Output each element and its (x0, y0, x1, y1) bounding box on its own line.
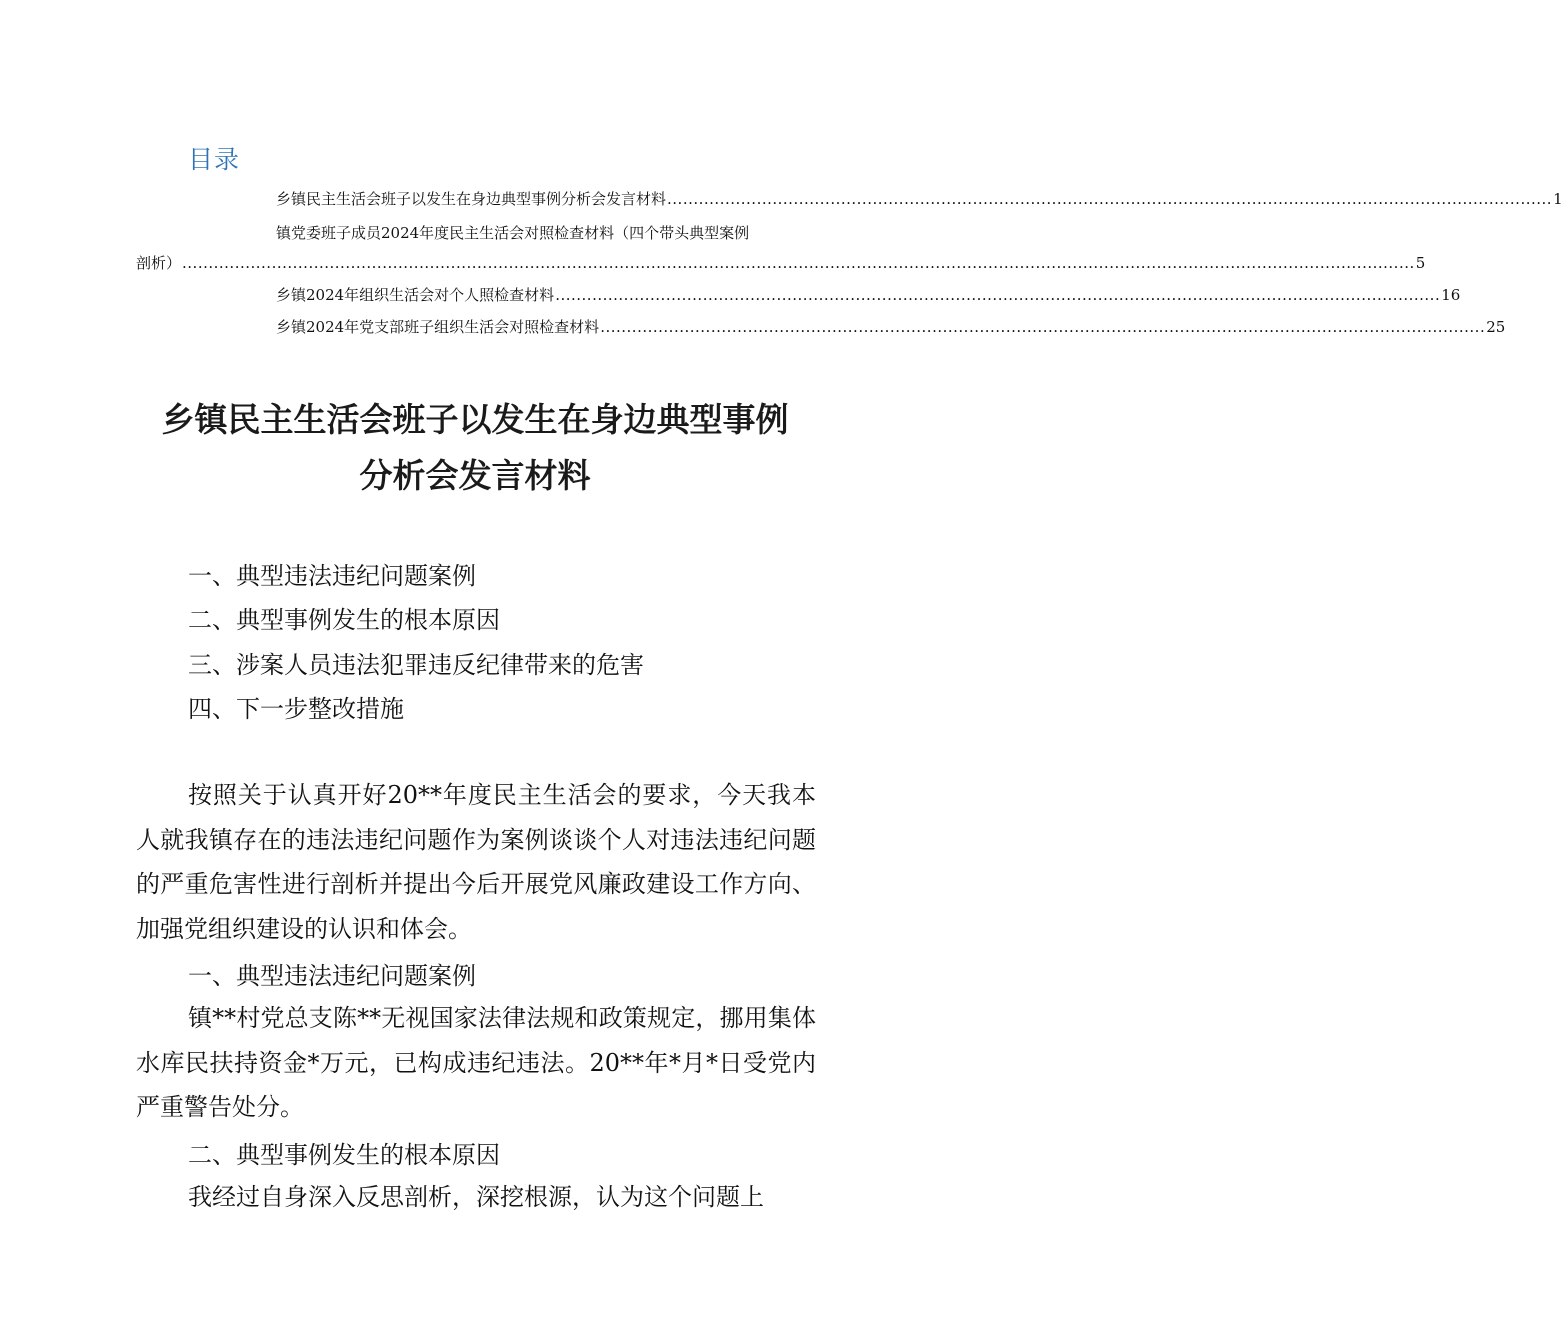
outline-item-2: 二、典型事例发生的根本原因 (188, 606, 500, 634)
document-title-line2: 分析会发言材料 (359, 456, 591, 495)
intro-paragraph: 按照关于认真开好20**年度民主生活会的要求，今天我本人就我镇存在的违法违纪问题作为案例谈谈个人对违法违纪问题的严重危害性进行剖析并提出今后开展党风廉政建设工作方向、加强党组织建设的认识和体会。 (136, 781, 816, 943)
toc-leader-dots: .......................................................................................................................................................................................................................................... (182, 254, 1415, 272)
toc-entry-page: 25 (1486, 318, 1506, 336)
outline-item-1: 一、典型违法违纪问题案例 (188, 562, 476, 590)
toc-entry-3[interactable] (136, 284, 1461, 306)
toc-entry-page: 16 (1441, 286, 1461, 304)
toc-entry-page: 1 (1553, 190, 1563, 208)
toc-entry-2[interactable] (136, 222, 815, 244)
section1-paragraph: 镇**村党总支陈**无视国家法律法规和政策规定，挪用集体水库民扶持资金*万元，已构成违纪违法。20**年*月*日受党内严重警告处分。 (136, 1004, 816, 1121)
toc-entry-1[interactable] (136, 188, 1563, 210)
toc-entry-text: 剖析） (136, 254, 182, 272)
section1-heading: 一、典型违法违纪问题案例 (188, 962, 476, 990)
outline-item-3: 三、涉案人员违法犯罪违反纪律带来的危害 (188, 651, 644, 679)
toc-entry-page: 5 (1415, 254, 1426, 272)
toc-leader-dots: ........................................................................................................................................................................ (600, 318, 1486, 336)
section2-paragraph: 我经过自身深入反思剖析，深挖根源，认为这个问题上 (188, 1183, 764, 1211)
toc-entry-text: 乡镇2024年组织生活会对个人照检查材料 (276, 286, 555, 304)
toc-entry-text: 乡镇2024年党支部班子组织生活会对照检查材料 (276, 318, 600, 336)
toc-leader-dots: ........................................................................................................................................................................ (667, 190, 1553, 208)
document-title (120, 392, 830, 504)
toc-leader-dots: ........................................................................................................................................................................ (555, 286, 1441, 304)
section2-heading: 二、典型事例发生的根本原因 (188, 1141, 500, 1169)
toc-entry-4[interactable] (136, 316, 1506, 338)
toc-entry-2-continued[interactable] (136, 252, 1426, 274)
document-title-line1: 乡镇民主生活会班子以发生在身边典型事例 (161, 400, 789, 439)
toc-entry-text: 镇党委班子成员2024年度民主生活会对照检查材料（四个带头典型案例 (276, 224, 750, 242)
toc-entry-text: 乡镇民主生活会班子以发生在身边典型事例分析会发言材料 (276, 190, 667, 208)
outline-item-4: 四、下一步整改措施 (188, 695, 404, 723)
toc-title: 目录 (188, 145, 241, 174)
